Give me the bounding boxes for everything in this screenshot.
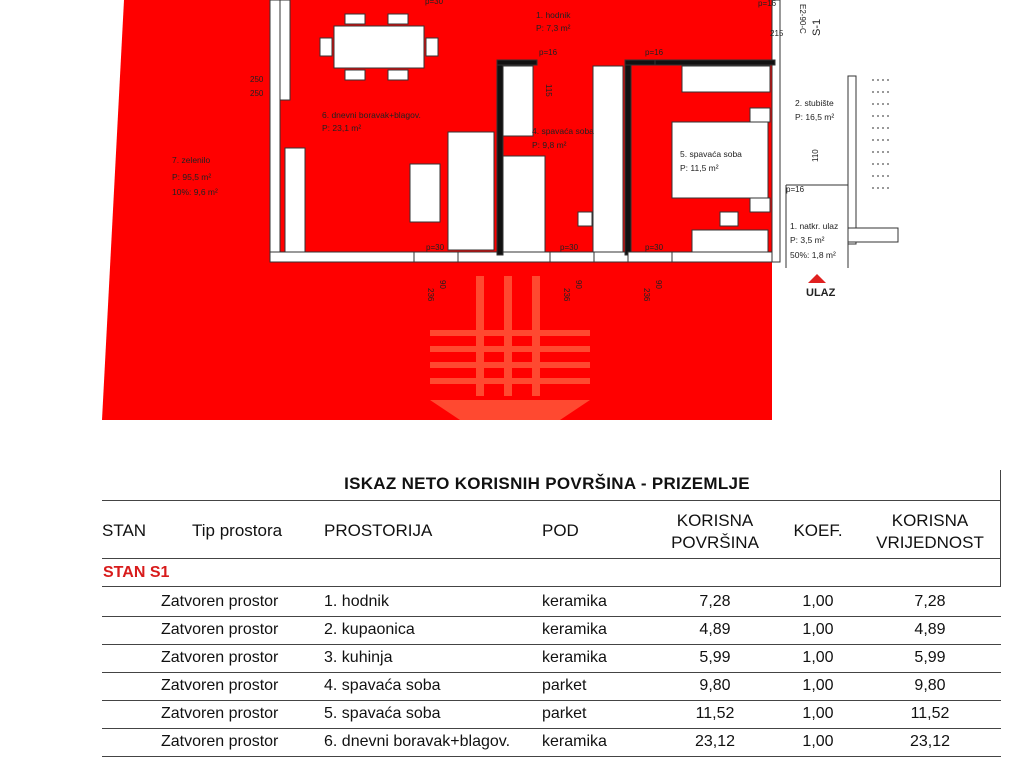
header-korisna-povrsina-line2: POVRŠINA <box>671 533 759 552</box>
cell-tip: Zatvoren prostor <box>161 649 279 666</box>
cell-prostorija: 6. dnevni boravak+blagov. <box>324 733 511 750</box>
svg-text:236: 236 <box>562 288 571 302</box>
room-zelenilo-coef: 10%: 9,6 m² <box>172 187 218 197</box>
cell-koef: 1,00 <box>802 677 834 694</box>
table-row <box>0 672 1024 700</box>
room-ulaz-name: 1. natkr. ulaz <box>790 221 839 231</box>
svg-text:E2-90-C: E2-90-C <box>798 4 807 34</box>
cell-prostorija: 4. spavaća soba <box>324 677 441 694</box>
cell-pod: keramika <box>542 733 607 750</box>
cell-pod: keramika <box>542 649 607 666</box>
cell-vrijednost: 9,80 <box>914 677 946 694</box>
room-spavaca4-name: 4. spavaća soba <box>532 126 594 136</box>
svg-text:p=30: p=30 <box>426 243 445 252</box>
header-korisna-povrsina-line1: KORISNA <box>676 511 754 530</box>
room-stubiste-area: P: 16,5 m² <box>795 112 835 122</box>
room-hodnik-area: P: 7,3 m² <box>536 23 571 33</box>
cell-tip: Zatvoren prostor <box>161 621 279 638</box>
stair-ticks <box>872 80 890 188</box>
cell-povrsina: 7,28 <box>699 593 731 610</box>
table-row <box>0 728 1024 756</box>
svg-text:p=16: p=16 <box>786 185 805 194</box>
table-row <box>0 616 1024 644</box>
table-rule <box>102 586 1001 587</box>
room-zelenilo-area: P: 95,5 m² <box>172 172 212 182</box>
table-row <box>0 588 1024 616</box>
svg-text:110: 110 <box>811 149 820 162</box>
svg-text:90: 90 <box>574 280 583 289</box>
cell-tip: Zatvoren prostor <box>161 733 279 750</box>
cell-pod: keramika <box>542 593 607 610</box>
table-title: ISKAZ NETO KORISNIH POVRŠINA - PRIZEMLJE <box>344 474 750 493</box>
svg-text:p=30: p=30 <box>645 243 664 252</box>
cell-pod: keramika <box>542 621 607 638</box>
table-rule <box>102 500 1001 501</box>
cell-povrsina: 4,89 <box>699 621 731 638</box>
cell-vrijednost: 23,12 <box>909 733 951 750</box>
cell-tip: Zatvoren prostor <box>161 677 279 694</box>
cell-vrijednost: 11,52 <box>910 705 950 722</box>
room-dnevni-area: P: 23,1 m² <box>322 123 362 133</box>
svg-text:p=16: p=16 <box>645 48 664 57</box>
room-hodnik-name: 1. hodnik <box>536 10 571 20</box>
svg-text:250: 250 <box>250 89 264 98</box>
svg-text:p=30: p=30 <box>560 243 579 252</box>
cell-prostorija: 3. kuhinja <box>324 649 393 666</box>
header-korisna-vrijednost <box>870 510 990 554</box>
table-row <box>0 700 1024 728</box>
table-rule <box>102 756 1001 757</box>
cell-povrsina: 5,99 <box>699 649 731 666</box>
cell-vrijednost: 5,99 <box>914 649 946 666</box>
room-spavaca4-area: P: 9,8 m² <box>532 140 567 150</box>
section-stan-s1: STAN S1 <box>103 564 170 581</box>
cell-koef: 1,00 <box>802 621 834 638</box>
svg-text:250: 250 <box>250 75 264 84</box>
svg-text:p=16: p=16 <box>758 0 777 8</box>
room-zelenilo-name: 7. zelenilo <box>172 155 211 165</box>
cell-pod: parket <box>542 705 587 722</box>
section-marker: S-1 <box>811 18 823 36</box>
cell-koef: 1,00 <box>802 733 834 750</box>
header-pod: POD <box>542 521 579 540</box>
cell-koef: 1,00 <box>802 649 834 666</box>
svg-text:90: 90 <box>654 280 663 289</box>
header-prostorija: PROSTORIJA <box>324 521 433 540</box>
cell-povrsina: 11,52 <box>695 705 735 722</box>
room-spavaca5-area: P: 11,5 m² <box>680 163 719 173</box>
cell-vrijednost: 4,89 <box>914 621 946 638</box>
header-stan: STAN <box>102 521 147 540</box>
table-right-border <box>1000 470 1001 586</box>
svg-text:236: 236 <box>426 288 435 302</box>
cell-tip: Zatvoren prostor <box>161 593 279 610</box>
svg-text:215: 215 <box>770 29 784 38</box>
svg-text:90: 90 <box>438 280 447 289</box>
room-dnevni-name: 6. dnevni boravak+blagov. <box>322 110 421 120</box>
svg-text:236: 236 <box>642 288 651 302</box>
cell-pod: parket <box>542 677 587 694</box>
cell-koef: 1,00 <box>802 593 834 610</box>
cell-koef: 1,00 <box>802 705 834 722</box>
area-table <box>0 440 1024 768</box>
cell-prostorija: 1. hodnik <box>324 593 389 610</box>
svg-text:115: 115 <box>544 84 553 97</box>
header-tip: Tip prostora <box>192 521 283 540</box>
cell-prostorija: 2. kupaonica <box>324 621 415 638</box>
room-stubiste-name: 2. stubište <box>795 98 834 108</box>
svg-text:p=30: p=30 <box>425 0 444 6</box>
header-korisna-vrijednost-line1: KORISNA <box>891 511 969 530</box>
cell-prostorija: 5. spavaća soba <box>324 705 441 722</box>
header-korisna-vrijednost-line2: VRIJEDNOST <box>876 533 984 552</box>
cell-povrsina: 23,12 <box>694 733 736 750</box>
table-rule <box>102 558 1001 559</box>
room-ulaz-area: P: 3,5 m² <box>790 235 825 245</box>
room-ulaz-coef: 50%: 1,8 m² <box>790 250 836 260</box>
entrance-label: ULAZ <box>806 287 836 299</box>
entrance-arrow-icon <box>808 274 826 283</box>
svg-text:p=16: p=16 <box>539 48 558 57</box>
cell-tip: Zatvoren prostor <box>161 705 279 722</box>
header-koef: KOEF. <box>793 521 843 540</box>
table-row <box>0 644 1024 672</box>
room-spavaca5-name: 5. spavaća soba <box>680 149 742 159</box>
cell-vrijednost: 7,28 <box>914 593 946 610</box>
cell-povrsina: 9,80 <box>699 677 731 694</box>
